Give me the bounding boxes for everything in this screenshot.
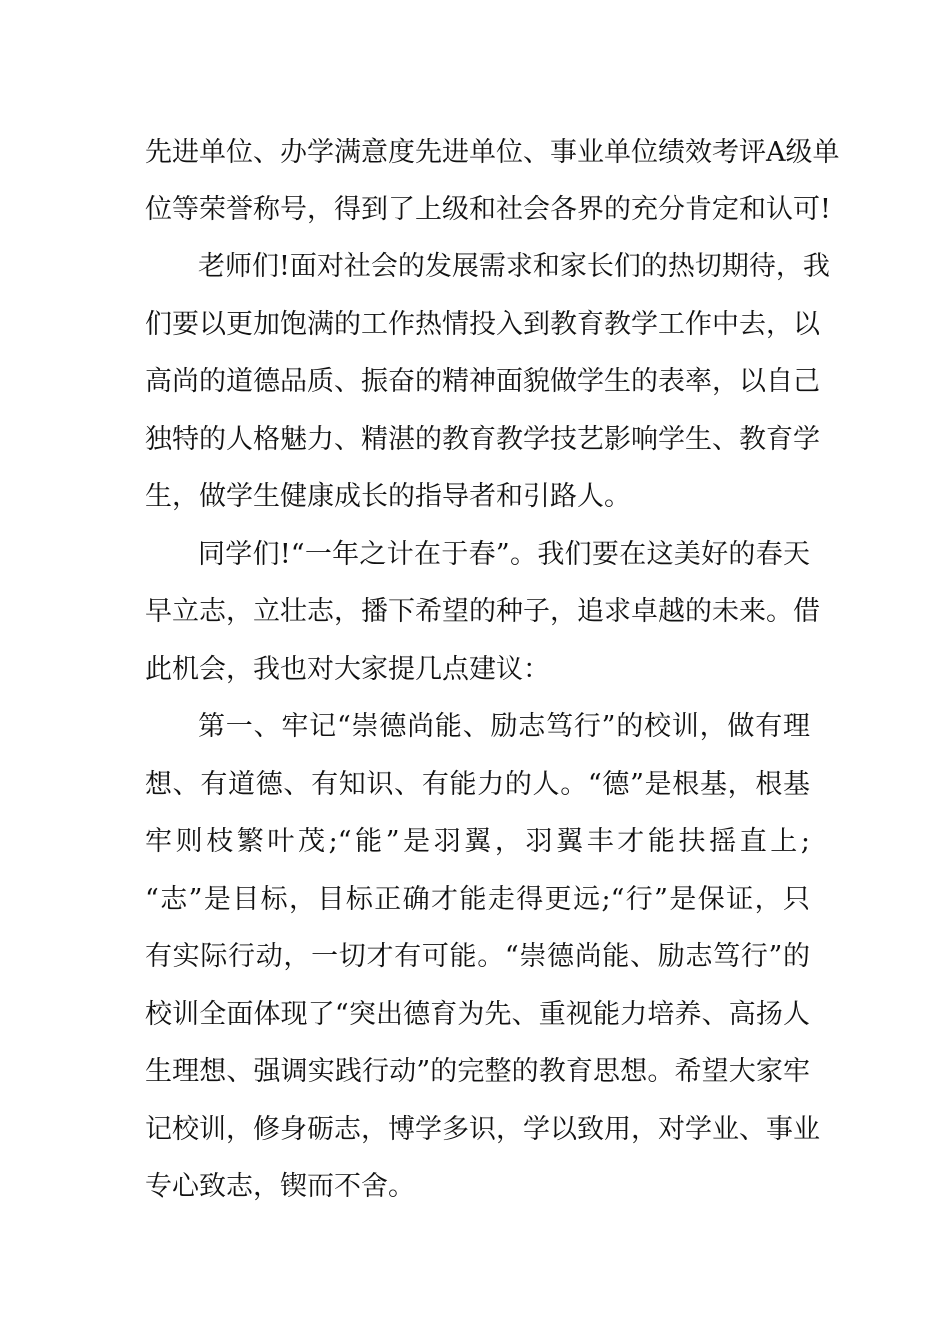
text-line: 高尚的道德品质、振奋的精神面貌做学生的表率，以自己 [145,366,820,397]
text-line: “志”是目标，目标正确才能走得更远;“行”是保证，只 [145,884,810,915]
text-line: 生，做学生健康成长的指导者和引路人。 [145,481,631,512]
text-line: 先进单位、办学满意度先进单位、事业单位绩效考评A级单 [145,137,840,168]
text-line: 记校训，修身砺志，博学多识，学以致用，对学业、事业 [145,1114,820,1145]
text-line: 此机会，我也对大家提几点建议： [145,654,550,685]
text-line: 生理想、强调实践行动”的完整的教育思想。希望大家牢 [145,1056,810,1087]
text-line: 同学们!“一年之计在于春”。我们要在这美好的春天 [198,539,810,570]
text-line: 第一、牢记“崇德尚能、励志笃行”的校训，做有理 [198,711,810,742]
text-line: 有实际行动，一切才有可能。“崇德尚能、励志笃行”的 [145,941,810,972]
text-line: 早立志，立壮志，播下希望的种子，追求卓越的未来。借 [145,596,820,627]
text-line: 想、有道德、有知识、有能力的人。“德”是根基，根基 [145,769,810,800]
text-line: 们要以更加饱满的工作热情投入到教育教学工作中去，以 [145,309,820,340]
text-line: 位等荣誉称号，得到了上级和社会各界的充分肯定和认可! [145,194,831,225]
text-line: 独特的人格魅力、精湛的教育教学技艺影响学生、教育学 [145,424,820,455]
text-line: 专心致志，锲而不舍。 [145,1171,415,1202]
text-line: 牢则枝繁叶茂;“能”是羽翼，羽翼丰才能扶摇直上; [145,826,810,857]
text-line: 校训全面体现了“突出德育为先、重视能力培养、高扬人 [145,999,810,1030]
text-line: 老师们!面对社会的发展需求和家长们的热切期待，我 [198,251,830,282]
